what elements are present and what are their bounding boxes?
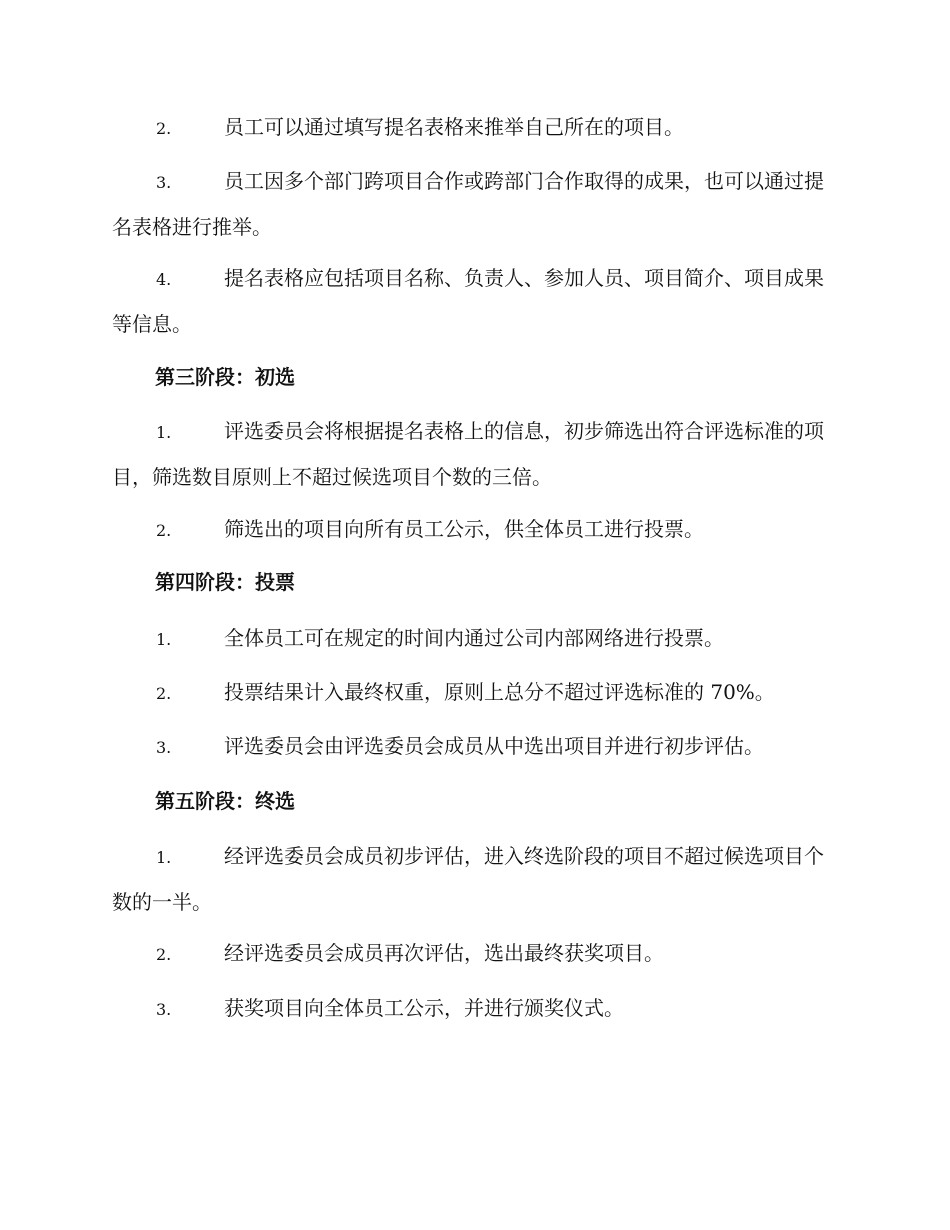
list-item-text: 获奖项目向全体员工公示，并进行颁奖仪式。 [224, 996, 624, 1020]
list-item-text: 全体员工可在规定的时间内通过公司内部网络进行投票。 [224, 626, 724, 650]
list-item-text: 员工因多个部门跨项目合作或跨部门合作取得的成果，也可以通过提名表格进行推举。 [112, 169, 824, 239]
list-item-number: 1. [156, 423, 172, 442]
section-heading: 第三阶段：初选 [155, 365, 295, 389]
list-item-text: 投票结果计入最终权重，原则上总分不超过评选标准的 70%。 [224, 680, 775, 704]
section-heading: 第四阶段：投票 [155, 570, 295, 594]
list-item-number: 2. [156, 119, 172, 138]
list-item [112, 986, 838, 1032]
list-item [112, 834, 838, 924]
list-item [112, 409, 838, 499]
list-item-text: 评选委员会由评选委员会成员从中选出项目并进行初步评估。 [224, 734, 764, 758]
list-item-number: 2. [156, 945, 172, 964]
list-item-text: 筛选出的项目向所有员工公示，供全体员工进行投票。 [224, 517, 704, 541]
list-item [112, 105, 838, 151]
list-item-text: 评选委员会将根据提名表格上的信息，初步筛选出符合评选标准的项目，筛选数目原则上不超过候选项目个数的三倍。 [112, 419, 824, 489]
section-heading: 第五阶段：终选 [155, 789, 295, 813]
list-item [112, 507, 838, 553]
list-item-number: 2. [156, 684, 172, 703]
list-item-text: 员工可以通过填写提名表格来推举自己所在的项目。 [224, 115, 684, 139]
list-item-number: 1. [156, 630, 172, 649]
list-item [112, 616, 838, 662]
list-item-number: 3. [156, 738, 172, 757]
list-item [112, 256, 838, 346]
list-item-number: 4. [156, 270, 172, 289]
list-item-text: 提名表格应包括项目名称、负责人、参加人员、项目简介、项目成果等信息。 [112, 266, 824, 336]
list-item-text: 经评选委员会成员初步评估，进入终选阶段的项目不超过候选项目个数的一半。 [112, 844, 824, 914]
list-item [112, 670, 838, 716]
list-item-text: 经评选委员会成员再次评估，选出最终获奖项目。 [224, 941, 664, 965]
list-item [112, 931, 838, 977]
list-item [112, 159, 838, 249]
list-item-number: 3. [156, 173, 172, 192]
list-item-number: 1. [156, 848, 172, 867]
list-item [112, 724, 838, 770]
list-item-number: 3. [156, 1000, 172, 1019]
list-item-number: 2. [156, 521, 172, 540]
